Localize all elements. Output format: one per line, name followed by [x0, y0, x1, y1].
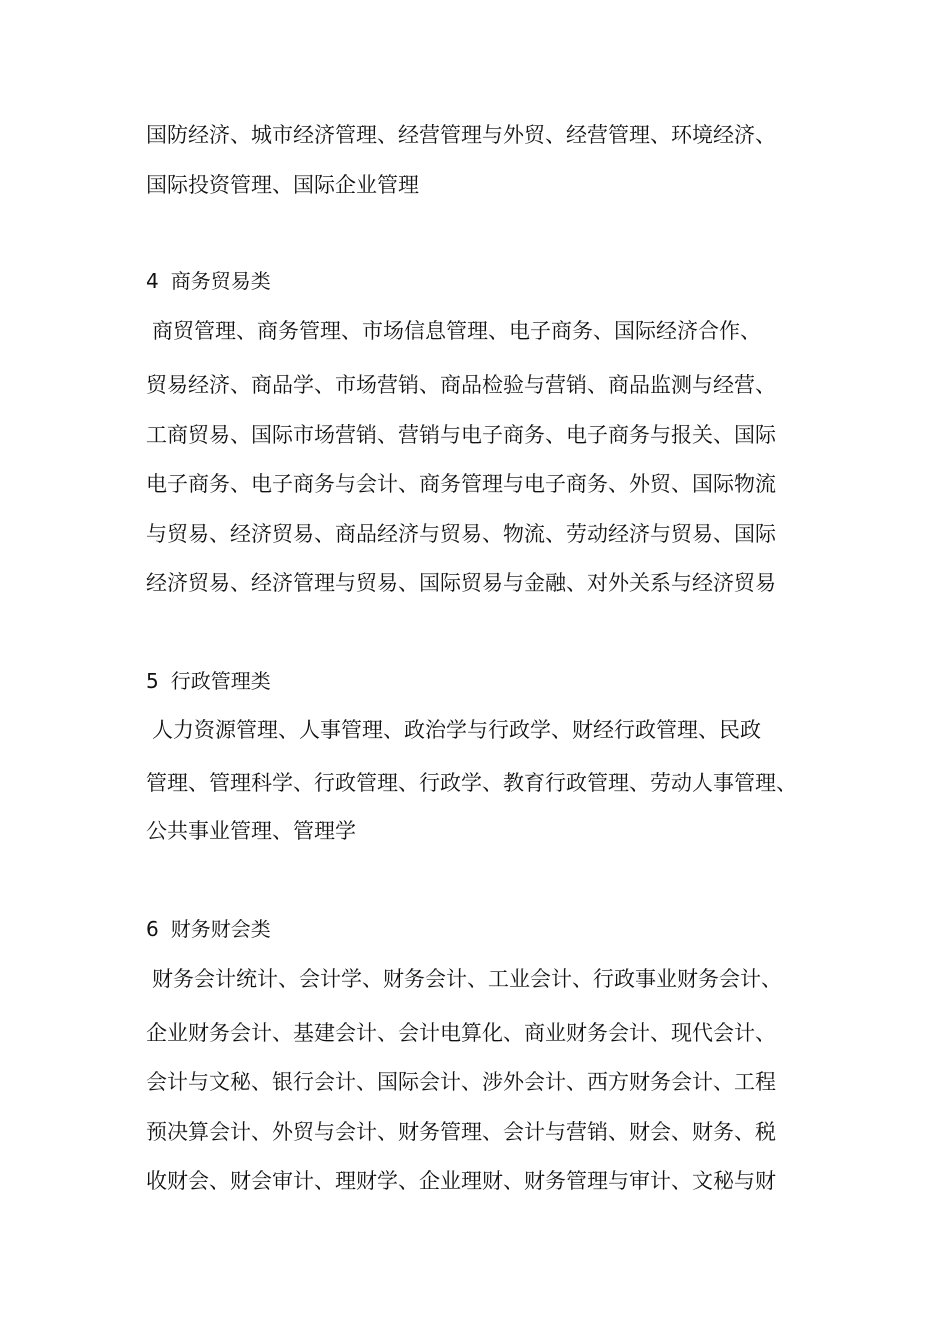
section-6-line-3: 会计与文秘、银行会计、国际会计、涉外会计、西方财务会计、工程: [146, 1070, 776, 1094]
section-4-line-1: 商贸管理、商务管理、市场信息管理、电子商务、国际经济合作、: [152, 319, 761, 343]
section-4-line-3: 工商贸易、国际市场营销、营销与电子商务、电子商务与报关、国际: [146, 423, 776, 447]
section-5-line-2: 管理、管理科学、行政管理、行政学、教育行政管理、劳动人事管理、: [146, 771, 797, 795]
section-6-line-4: 预决算会计、外贸与会计、财务管理、会计与营销、财会、财务、税: [146, 1120, 776, 1144]
section-6-line-5: 收财会、财会审计、理财学、企业理财、财务管理与审计、文秘与财: [146, 1169, 776, 1193]
intro-line-2: 国际投资管理、国际企业管理: [146, 173, 419, 197]
section-5-line-3: 公共事业管理、管理学: [146, 819, 356, 843]
section-6-line-2: 企业财务会计、基建会计、会计电算化、商业财务会计、现代会计、: [146, 1021, 776, 1045]
intro-line-1: 国防经济、城市经济管理、经营管理与外贸、经营管理、环境经济、: [146, 123, 776, 147]
section-6-line-1: 财务会计统计、会计学、财务会计、工业会计、行政事业财务会计、: [152, 967, 782, 991]
section-heading-4: [146, 268, 271, 294]
section-heading-5: [146, 668, 271, 694]
section-number: 5: [146, 669, 159, 693]
section-4-line-2: 贸易经济、商品学、市场营销、商品检验与营销、商品监测与经营、: [146, 373, 776, 397]
section-number: 6: [146, 917, 159, 941]
section-4-line-4: 电子商务、电子商务与会计、商务管理与电子商务、外贸、国际物流: [146, 472, 776, 496]
section-title: 行政管理类: [170, 669, 271, 693]
section-heading-6: [146, 916, 271, 942]
section-4-line-5: 与贸易、经济贸易、商品经济与贸易、物流、劳动经济与贸易、国际: [146, 522, 776, 546]
section-title: 财务财会类: [170, 917, 271, 941]
section-5-line-1: 人力资源管理、人事管理、政治学与行政学、财经行政管理、民政: [152, 718, 761, 742]
section-title: 商务贸易类: [170, 269, 271, 293]
section-number: 4: [146, 269, 159, 293]
section-4-line-6: 经济贸易、经济管理与贸易、国际贸易与金融、对外关系与经济贸易: [146, 571, 776, 595]
